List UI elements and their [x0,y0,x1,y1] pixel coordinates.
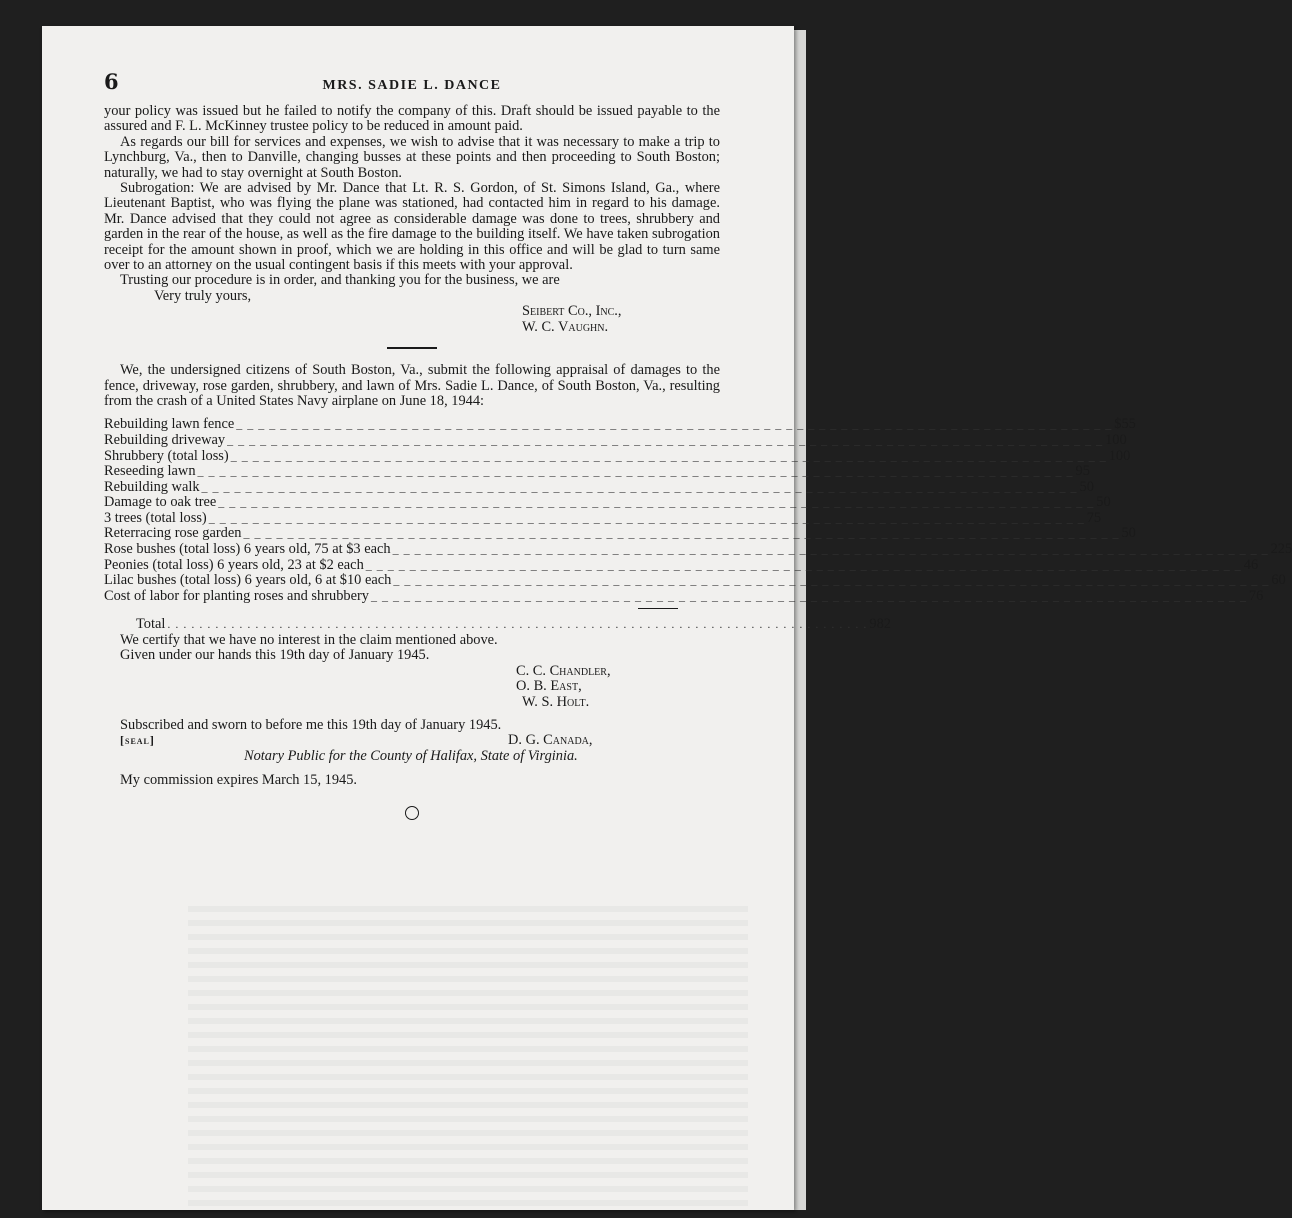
letter-paragraph-1: your policy was issued but he failed to notify the company of this. Draft should be issued payable to the assured and F. L. McKinney trustee policy to be reduced in amount paid. [104,103,720,135]
page-content [104,69,1292,820]
appraisal-row [104,463,1090,480]
appraisal-item-amount: 76 [1248,587,1264,604]
appraisal-item-label: Reterracing rose garden [104,525,242,542]
appraisal-item-label: Rose bushes (total loss) 6 years old, 75 at $3 each [104,541,391,558]
letter-body [104,104,720,335]
dot-leader: _ _ _ _ _ _ _ _ _ _ _ _ _ _ _ _ _ _ _ _ _ _ _ _ _ _ _ _ _ _ _ _ _ _ _ _ _ _ _ _ _ _ _ _ _ _ _ _ _ _ _ _ _ _ _ _ _ _ _ _ _ _ _ _ _ _ _ _ _ _ _ _ _ _ _ _ _ _ _ _ [393,573,1270,588]
certification-2: Given under our hands this 19th day of January 1945. [120,647,430,664]
commission-expiry: My commission expires March 15, 1945. [120,771,358,788]
total-row [104,616,891,633]
appraisal-item-label: Rebuilding driveway [104,431,226,448]
letter-paragraph-2: As regards our bill for services and expenses, we wish to advise that it was necessary to make a trip to Lynchburg, Va., then to Danville, changing busses at these points and then proceeding to South Boston; naturally, we had to stay overnight at South Boston. [104,133,720,181]
appraisal-row [104,509,1102,527]
page-number: 6 [104,69,119,94]
appraisal-item-amount: 225 [1270,541,1292,558]
appraisal-item-label: Shrubbery (total loss) [104,447,229,464]
appraisal-item-label: Lilac bushes (total loss) 6 years old, 6 at $10 each [104,572,392,589]
dot-leader: _ _ _ _ _ _ _ _ _ _ _ _ _ _ _ _ _ _ _ _ _ _ _ _ _ _ _ _ _ _ _ _ _ _ _ _ _ _ _ _ _ _ _ _ _ _ _ _ _ _ _ _ _ _ _ _ _ _ _ _ _ _ _ _ _ _ _ _ _ _ _ _ _ _ _ _ _ _ _ _ [201,479,1078,494]
page-header [104,69,720,104]
appraisal-item-amount: 50 [1096,494,1111,511]
letter-closing: Very truly yours, [154,287,252,304]
dot-leader: _ _ _ _ _ _ _ _ _ _ _ _ _ _ _ _ _ _ _ _ _ _ _ _ _ _ _ _ _ _ _ _ _ _ _ _ _ _ _ _ _ _ _ _ _ _ _ _ _ _ _ _ _ _ _ _ _ _ _ _ _ _ _ _ _ _ _ _ _ _ _ _ _ _ _ _ _ _ _ _ [370,588,1247,603]
letter-paragraph-3: Subrogation: We are advised by Mr. Dance that Lt. R. S. Gordon, of St. Simons Island, Ga., where Lieutenant Baptist, who was flying the plane was stationed, had contacted him in regard to his damage. Mr. Dance advised that they could not agree as considerable damage was done to trees, shrubbery and garden in the rear of the house, as well as the fire damage to the building itself. We have taken subrogation receipt for the amount shown in proof, which we are holding in this office and will be glad to turn same over to an attorney on the usual contingent basis if this meets with your approval. [104,180,720,274]
appraisal-row [104,478,1094,496]
sworn-statement: Subscribed and sworn to before me this 19th day of January 1945. [120,717,502,734]
dot-leader: _ _ _ _ _ _ _ _ _ _ _ _ _ _ _ _ _ _ _ _ _ _ _ _ _ _ _ _ _ _ _ _ _ _ _ _ _ _ _ _ _ _ _ _ _ _ _ _ _ _ _ _ _ _ _ _ _ _ _ _ _ _ _ _ _ _ _ _ _ _ _ _ _ _ _ _ _ _ _ _ [236,417,1113,432]
appraisal-row [104,431,1127,449]
appraiser-2: O. B. East, [516,678,582,695]
appraisal-item-label: Cost of labor for planting roses and shrubbery [104,587,369,604]
appraisal-row [104,587,1264,605]
total-amount: 982 [869,616,891,633]
dot-leader: _ _ _ _ _ _ _ _ _ _ _ _ _ _ _ _ _ _ _ _ _ _ _ _ _ _ _ _ _ _ _ _ _ _ _ _ _ _ _ _ _ _ _ _ _ _ _ _ _ _ _ _ _ _ _ _ _ _ _ _ _ _ _ _ _ _ _ _ _ _ _ _ _ _ _ _ _ _ _ _ [243,526,1120,541]
dot-leader: _ _ _ _ _ _ _ _ _ _ _ _ _ _ _ _ _ _ _ _ _ _ _ _ _ _ _ _ _ _ _ _ _ _ _ _ _ _ _ _ _ _ _ _ _ _ _ _ _ _ _ _ _ _ _ _ _ _ _ _ _ _ _ _ _ _ _ _ _ _ _ _ _ _ _ _ _ _ _ _ [392,542,1269,557]
appraisal-item-amount: 100 [1108,447,1131,464]
appraisal-item-label: Peonies (total loss) 6 years old, 23 at $2 each [104,556,364,573]
dot-leader: _ _ _ _ _ _ _ _ _ _ _ _ _ _ _ _ _ _ _ _ _ _ _ _ _ _ _ _ _ _ _ _ _ _ _ _ _ _ _ _ _ _ _ _ _ _ _ _ _ _ _ _ _ _ _ _ _ _ _ _ _ _ _ _ _ _ _ _ _ _ _ _ _ _ _ _ _ _ _ _ [218,495,1095,510]
appraisal-item-amount: 46 [1243,556,1259,573]
appraiser-3: W. S. Holt. [522,693,590,710]
appraisal-item-amount: 95 [1075,463,1090,480]
end-ornament-icon [405,806,419,820]
appraisal-item-label: Rebuilding lawn fence [104,416,235,433]
certification-1: We certify that we have no interest in the claim mentioned above. [120,632,498,649]
letter-signer-company: Seibert Co., Inc., [522,303,622,320]
appraisal-row [104,556,1259,574]
total-rule [638,608,678,617]
total-leader: . . . . . . . . . . . . . . . . . . . . . . . . . . . . . . . . . . . . . . . . . . . . . . . . . . . . . . . . . . . . . . . . . . . . . . . . . . . . . . . . . . . . . . . . [167,617,868,632]
appraisal-item-amount: 60 [1271,572,1286,589]
appraisal-row [104,416,1136,433]
appraisal-row [104,572,1286,589]
appraisal-item-amount: 50 [1079,478,1094,495]
appraisal-row [104,525,1136,542]
appraisal-item-amount: 100 [1105,431,1127,448]
appraisal-intro: We, the undersigned citizens of South Boston, Va., submit the following appraisal of damages to the fence, driveway, rose garden, shrubbery, and lawn of Mrs. Sadie L. Dance, of South Boston, Va., resulting from the crash of a United States Navy airplane on June 18, 1944: [104,362,720,409]
total-label: Total [136,616,166,633]
dot-leader: _ _ _ _ _ _ _ _ _ _ _ _ _ _ _ _ _ _ _ _ _ _ _ _ _ _ _ _ _ _ _ _ _ _ _ _ _ _ _ _ _ _ _ _ _ _ _ _ _ _ _ _ _ _ _ _ _ _ _ _ _ _ _ _ _ _ _ _ _ _ _ _ _ _ _ _ _ _ _ _ [197,464,1074,479]
dot-leader: _ _ _ _ _ _ _ _ _ _ _ _ _ _ _ _ _ _ _ _ _ _ _ _ _ _ _ _ _ _ _ _ _ _ _ _ _ _ _ _ _ _ _ _ _ _ _ _ _ _ _ _ _ _ _ _ _ _ _ _ _ _ _ _ _ _ _ _ _ _ _ _ _ _ _ _ _ _ _ _ [208,510,1085,525]
bleed-through-texture [188,906,748,1206]
dot-leader: _ _ _ _ _ _ _ _ _ _ _ _ _ _ _ _ _ _ _ _ _ _ _ _ _ _ _ _ _ _ _ _ _ _ _ _ _ _ _ _ _ _ _ _ _ _ _ _ _ _ _ _ _ _ _ _ _ _ _ _ _ _ _ _ _ _ _ _ _ _ _ _ _ _ _ _ _ _ _ _ [227,432,1104,447]
appraisal-row [104,494,1111,511]
appraisal-table [104,416,1292,604]
appraisal-item-amount: 75 [1086,509,1102,526]
appraisal-row [104,541,1292,558]
section-divider [387,347,437,349]
appraisal-row [104,447,1131,465]
dot-leader: _ _ _ _ _ _ _ _ _ _ _ _ _ _ _ _ _ _ _ _ _ _ _ _ _ _ _ _ _ _ _ _ _ _ _ _ _ _ _ _ _ _ _ _ _ _ _ _ _ _ _ _ _ _ _ _ _ _ _ _ _ _ _ _ _ _ _ _ _ _ _ _ _ _ _ _ _ _ _ _ [230,448,1107,463]
appraiser-1: C. C. Chandler, [516,662,611,679]
dot-leader: _ _ _ _ _ _ _ _ _ _ _ _ _ _ _ _ _ _ _ _ _ _ _ _ _ _ _ _ _ _ _ _ _ _ _ _ _ _ _ _ _ _ _ _ _ _ _ _ _ _ _ _ _ _ _ _ _ _ _ _ _ _ _ _ _ _ _ _ _ _ _ _ _ _ _ _ _ _ _ _ [365,557,1242,572]
notary-title: Notary Public for the County of Halifax, State of Virginia. [244,748,578,765]
appraisal-item-label: Reseeding lawn [104,463,196,480]
letter-paragraph-4: Trusting our procedure is in order, and thanking you for the business, we are [120,272,560,289]
running-head: MRS. SADIE L. DANCE [322,78,502,93]
appraisal-item-label: Damage to oak tree [104,494,217,511]
appraisal-item-amount: 50 [1121,525,1136,542]
seal-mark: [seal] [120,733,155,748]
notary-name: D. G. Canada, [508,732,593,749]
letter-signer-name: W. C. Vaughn. [522,318,609,335]
seal-row [104,733,720,749]
appraisal-item-label: 3 trees (total loss) [104,509,207,526]
appraisal-item-label: Rebuilding walk [104,478,200,495]
appraisal-item-amount: $55 [1114,416,1136,433]
